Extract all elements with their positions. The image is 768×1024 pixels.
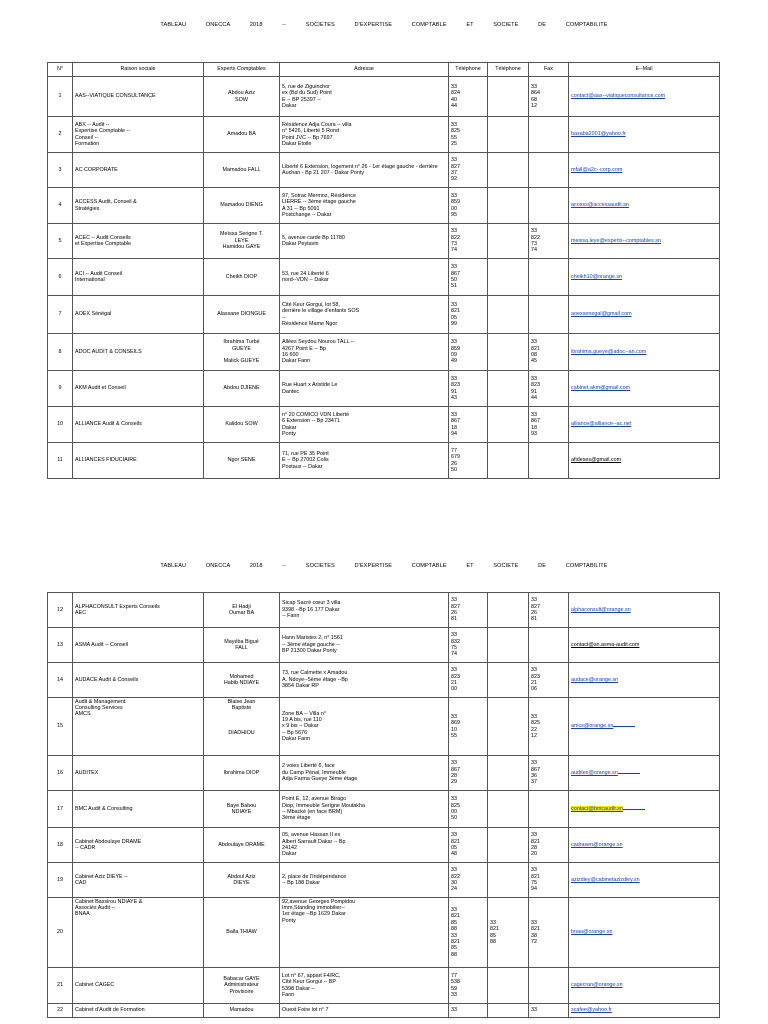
email-underline-tail <box>613 726 635 727</box>
row-raison: ADOC AUDIT & CONSEILS <box>73 334 204 371</box>
row-adresse: 2 voies Liberté 6, face du Camp Pénal, Immeuble Adja Farma Gueye 3ème étage <box>280 756 449 791</box>
email-link[interactable]: access@accessaudit.sn <box>571 202 629 209</box>
row-tel1: 33 827 26 81 <box>449 593 488 628</box>
row-adresse: 5, avenue carde Bp 11780 Dakar Peytavin <box>280 224 449 259</box>
row-tel2 <box>488 188 529 224</box>
row-num: 2 <box>48 117 73 153</box>
email-link[interactable]: cheikh10@orange.sn <box>571 273 623 280</box>
row-adresse: Sicap Sacré cœur 3 villa 9398 --Bp 16 177 Dakar -- Fann <box>280 593 449 628</box>
email-link[interactable]: alliance@alliance--ac.net <box>571 421 632 428</box>
table-row <box>48 756 720 791</box>
email-link[interactable]: meissa.leye@experts--comptables.sn <box>571 237 661 244</box>
email-link[interactable]: audace@orange.sn <box>571 676 619 683</box>
row-num: 22 <box>48 1004 73 1018</box>
row-tel2 <box>488 968 529 1004</box>
email-underline-tail <box>623 809 645 810</box>
row-tel1: 77 679 26 50 <box>449 443 488 479</box>
row-fax: 33 822 73 74 <box>529 224 569 259</box>
email-link[interactable]: alphaconsult@orange.sn <box>571 606 631 613</box>
row-num: 19 <box>48 863 73 898</box>
table-row <box>48 968 720 1004</box>
row-num: 1 <box>48 77 73 117</box>
row-num: 3 <box>48 153 73 188</box>
row-fax: 33 821 28 20 <box>529 828 569 863</box>
row-tel1: 33 867 50 51 <box>449 259 488 296</box>
row-raison: ABX -- Audit -- Expertise Comptable -- Conseil -- Formation <box>73 117 204 153</box>
row-raison: ALPHACONSULT Experts Conseils AEC <box>73 593 204 628</box>
row-adresse: 92,avenue Georges Pompidou Imm,Standing immobilier-- 1er étage --Bp 1629 Dakar Ponty <box>280 898 449 968</box>
row-fax: 33 823 21 06 <box>529 663 569 698</box>
table-row <box>48 593 720 628</box>
email-link[interactable]: mfall@a2c--corp.com <box>571 166 623 173</box>
row-fax: 33 864 68 12 <box>529 77 569 117</box>
row-tel2 <box>488 663 529 698</box>
table-row <box>48 117 720 153</box>
row-adresse: Liberté 6 Extension, logement n° 26 - 1er étage gauche - derrière Auchan - Bp 21 207 - Dakar Ponty <box>280 153 449 188</box>
row-num: 13 <box>48 628 73 663</box>
email-link[interactable]: cabinet.akm@gmail.com <box>571 385 631 392</box>
row-fax: 33 821 75 94 <box>529 863 569 898</box>
table-row <box>48 153 720 188</box>
table-row <box>48 259 720 296</box>
email-link[interactable]: ibrahima.gueye@adoc--an.com <box>571 348 647 355</box>
table-header <box>48 63 720 77</box>
email-link-highlighted[interactable]: contact@bmcaudit.sn <box>571 805 623 812</box>
row-num: 5 <box>48 224 73 259</box>
email-link[interactable]: bnaa@orange.sn <box>571 929 613 936</box>
row-tel2 <box>488 334 529 371</box>
row-adresse: Lot n° 67, appart F4/RC, Cité Keur Gorgui -- BP 5398 Dakar -- Fann <box>280 968 449 1004</box>
row-tel2 <box>488 224 529 259</box>
email-link[interactable]: azizdiey@cabinetazizdiey.sn <box>571 876 640 883</box>
row-tel2 <box>488 371 529 407</box>
row-fax: 33 <box>529 1004 569 1018</box>
row-tel2 <box>488 593 529 628</box>
row-tel2 <box>488 259 529 296</box>
row-num: 21 <box>48 968 73 1004</box>
row-raison: ASMA Audit -- Conseil <box>73 628 204 663</box>
row-tel2: 33 821 85 88 <box>488 898 529 968</box>
email-link[interactable]: amcs@orange.sn <box>571 723 614 730</box>
row-num: 8 <box>48 334 73 371</box>
row-num: 11 <box>48 443 73 479</box>
row-num: 10 <box>48 407 73 443</box>
header-adresse: Adresse <box>280 63 449 77</box>
row-adresse: n° 20 COMICO VDN Liberté 6 Extension -- Bp 23471 Dakar Ponty <box>280 407 449 443</box>
row-tel1: 33 825 00 50 <box>449 791 488 828</box>
row-adresse: 97, Sotrac Mermoz, Résidence LIERRE -- 3ème étage gauche A 31 -- Bp 5091 Postchange -- Dakar <box>280 188 449 224</box>
row-num: 4 <box>48 188 73 224</box>
row-raison: Cabinet Bassirou NDIAYE & Associés Audit -- BNAA <box>73 898 204 968</box>
row-num: 16 <box>48 756 73 791</box>
row-experts: Amadou BA <box>204 117 280 153</box>
row-fax <box>529 296 569 334</box>
row-experts: Cheikh DIOP <box>204 259 280 296</box>
row-adresse: 53, rue 24 Liberté 6 nord--VDN -- Dakar <box>280 259 449 296</box>
row-tel1: 33 827 37 92 <box>449 153 488 188</box>
row-raison: BMC Audit & Consulting <box>73 791 204 828</box>
row-raison: AOEX Sénégal <box>73 296 204 334</box>
row-tel2 <box>488 756 529 791</box>
row-experts: Balla THIAW <box>204 898 280 968</box>
row-tel1: 33 823 21 00 <box>449 663 488 698</box>
row-tel1: 33 822 30 24 <box>449 863 488 898</box>
row-adresse: 73, rue Calmette x Amadou A. Ndoye--5ème étage --Bp 3854 Dakar RP <box>280 663 449 698</box>
row-experts: Abdou DJIENE <box>204 371 280 407</box>
row-adresse: Cité Keur Gorgui, lot 58, derrière le village d'enfants SOS -- Résidence Mame Ngor <box>280 296 449 334</box>
email-link[interactable]: basaba2001@yahoo.fr <box>571 131 626 138</box>
row-experts: Mayéba Bigué FALL <box>204 628 280 663</box>
email-link[interactable]: scafee@yahoo.fr <box>571 1007 612 1014</box>
table-row <box>48 334 720 371</box>
row-adresse: 05, avenue Hassan II ex Albert Sarrault Dakar -- Bp 24142 Dakar <box>280 828 449 863</box>
row-adresse: Hann Maristes 2, n° 1561 -- 3ème étage gauche -- BP 21300 Dakar Ponty <box>280 628 449 663</box>
row-experts: Baye Babou NDIAYE <box>204 791 280 828</box>
row-tel1: 33 822 73 74 <box>449 224 488 259</box>
row-num: 17 <box>48 791 73 828</box>
row-adresse: Ouest Foire lot n° 7 <box>280 1004 449 1018</box>
row-tel1: 33 867 18 94 <box>449 407 488 443</box>
row-fax <box>529 259 569 296</box>
row-tel1: 33 832 75 74 <box>449 628 488 663</box>
table-row <box>48 698 720 756</box>
row-experts: El Hadji Oumar BA <box>204 593 280 628</box>
row-experts: Mamadou <box>204 1004 280 1018</box>
row-experts: Abdoulaye DRAME <box>204 828 280 863</box>
row-fax <box>529 188 569 224</box>
row-raison: Cabinet Abdoulaye DRAME -- CADR <box>73 828 204 863</box>
row-experts: Meïssa Serigne T. LEYE Hamidou GAYE <box>204 224 280 259</box>
table-row <box>48 628 720 663</box>
email-link[interactable]: auditex@orange.sn <box>571 769 618 776</box>
row-tel1: 33 821 05 99 <box>449 296 488 334</box>
row-tel1: 77 538 59 33 <box>449 968 488 1004</box>
table-row <box>48 898 720 968</box>
row-fax: 33 827 26 81 <box>529 593 569 628</box>
row-tel2 <box>488 443 529 479</box>
row-fax: 33 867 36 37 <box>529 756 569 791</box>
row-experts: Mamadou FALL <box>204 153 280 188</box>
row-tel2 <box>488 296 529 334</box>
row-tel1: 33 825 55 25 <box>449 117 488 153</box>
table-row <box>48 188 720 224</box>
page-title-repeat: TABLEAU ONECCA 2018 -- SOCIETES D'EXPERTISE COMPTABLE ET SOCIETE DE COMPTABILITE <box>160 563 608 569</box>
row-num: 20 <box>48 898 73 968</box>
table-row <box>48 663 720 698</box>
header-experts: Experts Comptables <box>204 63 280 77</box>
row-tel2 <box>488 698 529 756</box>
table-row <box>48 407 720 443</box>
table-row <box>48 863 720 898</box>
row-fax: 33 821 38 72 <box>529 898 569 968</box>
row-tel2 <box>488 117 529 153</box>
row-tel2 <box>488 407 529 443</box>
table-row <box>48 791 720 828</box>
table-row <box>48 443 720 479</box>
row-tel1: 33 859 09 49 <box>449 334 488 371</box>
row-tel1: 33 823 91 43 <box>449 371 488 407</box>
row-experts: Abdou Aziz SOW <box>204 77 280 117</box>
row-raison: ALLIANCES FIDUCIAIRE <box>73 443 204 479</box>
row-adresse: Résidence Adja Coura -- villa n° 5426, Liberté 5 Rond Point JVC -- Bp 7697 Dakar Etoile <box>280 117 449 153</box>
table-row <box>48 77 720 117</box>
table-row <box>48 224 720 259</box>
row-fax: 33 821 08 45 <box>529 334 569 371</box>
row-raison: AAS--VIATIQUE CONSULTANCE <box>73 77 204 117</box>
row-fax <box>529 791 569 828</box>
row-raison: AUDITEX <box>73 756 204 791</box>
row-raison: ALLIANCE Audit & Conseils <box>73 407 204 443</box>
row-tel1: 33 869 10 55 <box>449 698 488 756</box>
table-row <box>48 296 720 334</box>
email-link[interactable]: aoexsenegal@gmail.com <box>571 311 632 318</box>
email-link[interactable]: afideses@gmail.com <box>571 457 622 464</box>
table-row <box>48 1004 720 1018</box>
header-raison: Raison sociale <box>73 63 204 77</box>
row-fax: 33 823 91 44 <box>529 371 569 407</box>
row-fax <box>529 443 569 479</box>
row-fax <box>529 117 569 153</box>
header-num: N° <box>48 63 73 77</box>
row-experts: Blaise Jean Baptiste DIADHIOU <box>204 698 280 756</box>
row-num: 7 <box>48 296 73 334</box>
row-tel1: 33 821 05 48 <box>449 828 488 863</box>
row-tel1: 33 867 28 29 <box>449 756 488 791</box>
companies-table <box>47 62 720 479</box>
row-raison: Audit & Management Consulting Services AMCS <box>73 698 204 756</box>
row-raison: ACI -- Audit Conseil International <box>73 259 204 296</box>
email-link[interactable]: contact@aas--viatiqueconsultance.com <box>571 93 666 100</box>
row-tel2 <box>488 1004 529 1018</box>
row-tel1: 33 859 00 95 <box>449 188 488 224</box>
row-tel2 <box>488 628 529 663</box>
row-fax: 33 825 22 12 <box>529 698 569 756</box>
row-raison: Cabinet d'Audit de Formation <box>73 1004 204 1018</box>
row-tel1: 33 824 40 44 <box>449 77 488 117</box>
table-row <box>48 828 720 863</box>
row-adresse: 71, rue PE 35 Point E -- Bp 27002 Colis Postaux -- Dakar <box>280 443 449 479</box>
header-fax: Fax <box>529 63 569 77</box>
row-raison: Cabinet CAGEC <box>73 968 204 1004</box>
row-tel2 <box>488 153 529 188</box>
row-experts: Mohamed Habib NDIAYE <box>204 663 280 698</box>
page-title: TABLEAU ONECCA 2018 -- SOCIETES D'EXPERTISE COMPTABLE ET SOCIETE DE COMPTABILITE <box>160 22 608 28</box>
email-link[interactable]: contact@sn.asma-audit.com <box>571 641 640 648</box>
row-num: 14 <box>48 663 73 698</box>
row-raison: ACCESS Audit, Conseil & Stratégies <box>73 188 204 224</box>
row-adresse: Point E, 12, avenue Birago Diop, Immeuble Serigne Moutakha -- Mbacké (en face BRM) 3ème étage <box>280 791 449 828</box>
row-adresse: Allées Seydou Nourou TALL -- 4267 Point E -- Bp 16 600 Dakar Fann <box>280 334 449 371</box>
table-row <box>48 371 720 407</box>
row-adresse: Zone BA -- Villa n° 19 A bis, rue 110 x 9 bis -- Dakar -- Bp 5676 Dakar Fann <box>280 698 449 756</box>
row-fax <box>529 628 569 663</box>
row-num: 12 <box>48 593 73 628</box>
row-raison: AKM Audit et Conseil <box>73 371 204 407</box>
row-num: 6 <box>48 259 73 296</box>
row-num: 18 <box>48 828 73 863</box>
row-adresse: 5, rue de Ziguinchor ex (Bd du Sud) Point E -- BP 25397 -- Dakar <box>280 77 449 117</box>
row-experts: Babacar GAYE Administrateur Provisoire <box>204 968 280 1004</box>
row-experts: Kalidou SOW <box>204 407 280 443</box>
row-experts: Alassane DIONGUE <box>204 296 280 334</box>
row-experts: Ibrahima Turbé GUEYE Malick GUEYE <box>204 334 280 371</box>
row-adresse: 2, place de l'Indépendance -- Bp 188 Dakar <box>280 863 449 898</box>
row-raison: AC CORPORATE <box>73 153 204 188</box>
email-link[interactable]: cagecran@orange.sn <box>571 982 623 989</box>
header-email: E--Mail <box>569 63 720 77</box>
email-underline-tail <box>618 773 640 774</box>
header-tel1: Téléphone <box>449 63 488 77</box>
row-raison: AUDACE Audit & Conseils <box>73 663 204 698</box>
row-raison: ACEC -- Audit Conseils et Expertise Comptable <box>73 224 204 259</box>
row-tel2 <box>488 791 529 828</box>
row-tel1: 33 <box>449 1004 488 1018</box>
row-experts: Mamadou DIENG <box>204 188 280 224</box>
row-fax: 33 867 18 93 <box>529 407 569 443</box>
row-experts: Ibrahima DIOP <box>204 756 280 791</box>
row-adresse: Rue Huart x Aristide Le Dantec <box>280 371 449 407</box>
row-tel2 <box>488 828 529 863</box>
row-num: 15 <box>48 698 73 756</box>
row-tel2 <box>488 77 529 117</box>
row-experts: Abdoul Aziz DIEYE <box>204 863 280 898</box>
row-experts: Ngor SENE <box>204 443 280 479</box>
row-fax <box>529 968 569 1004</box>
row-tel2 <box>488 863 529 898</box>
row-tel1: 33 821 85 88 33 821 85 88 <box>449 898 488 968</box>
email-link[interactable]: cadrasen@orange.sn <box>571 841 623 848</box>
companies-table-continued <box>47 592 720 1018</box>
row-num: 9 <box>48 371 73 407</box>
row-raison: Cabinet Aziz DIEYE -- CAD <box>73 863 204 898</box>
row-fax <box>529 153 569 188</box>
header-tel2: Téléphone <box>488 63 529 77</box>
